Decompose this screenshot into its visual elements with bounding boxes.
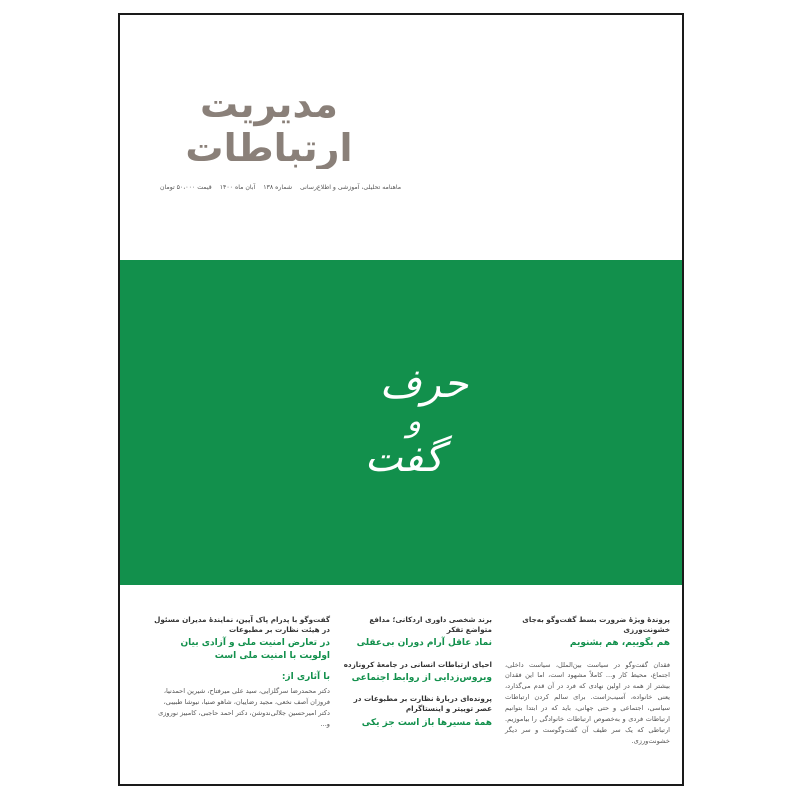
masthead-line-1: مدیریت <box>200 82 338 126</box>
feature-column-right <box>505 615 670 747</box>
issue-date: آبان ماه ۱۴۰۰ <box>219 184 256 191</box>
feature-headline: هم بگوییم، هم بشنویم <box>569 638 670 649</box>
issue-info-line <box>154 184 554 191</box>
story-1-headline: نماد عاقل آرام دوران بی‌عقلی <box>356 638 492 649</box>
interview-headline: در تعارض امنیت ملی و آزادی بیان اولویت با امنیت ملی است <box>180 638 330 661</box>
magazine-cover <box>118 13 684 786</box>
feature-column-left <box>150 615 330 731</box>
story-2-headline: ویروس‌زدایی از روابط اجتماعی <box>351 673 492 684</box>
story-2-kicker: احیای ارتباطات انسانی در جامعۀ کرونازده <box>343 659 492 669</box>
cover-title-word-3: گفت <box>364 435 444 481</box>
story-3-headline: همۀ مسیرها باز است جز یکی <box>361 717 492 728</box>
contributors-heading: با آثاری از: <box>281 671 330 682</box>
interview-kicker: گفت‌وگو با پدرام پاک آیین، نمایندۀ مدیران مسئول در هیئت نظارت بر مطبوعات <box>154 615 330 634</box>
feature-kicker: پروندۀ ویژۀ ضرورت بسط گفت‌وگو به‌جای خشونت‌ورزی <box>522 615 670 634</box>
feature-column-middle <box>342 615 492 739</box>
cover-title-word-2: و <box>406 404 422 439</box>
feature-body-text: فقدان گفت‌وگو در سیاست بین‌الملل، سیاست داخلی، اجتماع، محیط کار و... کاملاً مشهود است، اما این فقدان بیشتر از همه در اولین نهادی که فرد در آن قدم می‌گذارد، یعنی خانواده، آسیب‌زاست. برای سالم کردن ارتباطات سیاسی، اجتماعی و حتی جهانی، باید که در ابتدا بتوانیم ارتباطات فردی و به‌خصوص ارتباطات خانوادگی را بیاموزیم. ارتباطی که یک سر طیف آن گفت‌وگوست و سر دیگر خشونت‌ورزی. <box>505 660 670 745</box>
cover-title-word-1: حرف <box>379 361 469 407</box>
story-3-kicker: پرونده‌ای دربارۀ نظارت بر مطبوعات در عصر توییتر و اینستاگرام <box>353 694 492 714</box>
masthead-logo <box>164 79 374 169</box>
cover-calligraphy-title <box>342 355 482 485</box>
story-1-kicker: برند شخصی داوری اردکانی؛ مدافع متواضع تفکر <box>369 615 492 634</box>
issue-number: شماره ۱۳۸ <box>263 184 293 191</box>
masthead-line-2: ارتباطات <box>185 126 353 169</box>
contributors-list: دکتر محمدرضا سرگلزایی، سید علی میرفتاح، شیرین احمدنیا، فروزان آصف نخعی، مجید رضاییان، شاهو صنیا، نیوشا طبیبی، دکتر امیرحسین جلالی‌ندوشن، دکتر احمد حاجبی، کامبیز نوروزی و... <box>158 686 330 729</box>
issue-price: قیمت ۵۰،۰۰۰ تومان <box>160 184 212 191</box>
magazine-description: ماهنامه تحلیلی، آموزشی و اطلاع‌رسانی <box>300 184 402 191</box>
